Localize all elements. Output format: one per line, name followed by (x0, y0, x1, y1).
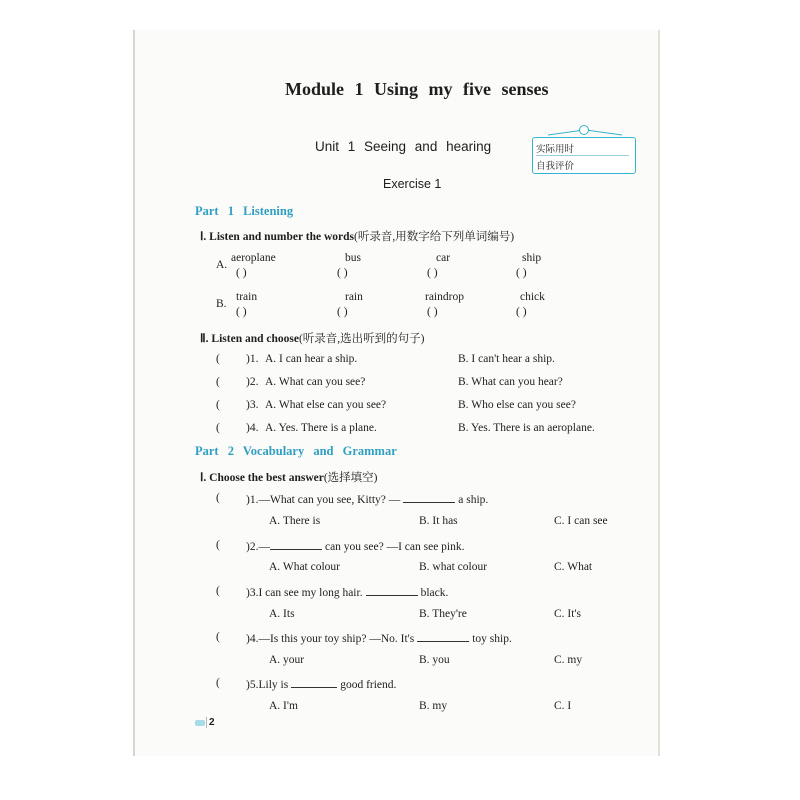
listen-item-2-open[interactable]: ( (216, 376, 220, 388)
listen-item-1-num: )1. (246, 353, 259, 365)
grammar-q1-stem (246, 492, 488, 506)
q5-num: )5. (246, 679, 259, 691)
q4-option-b: B. you (419, 654, 450, 666)
listen-item-1-option-a: A. I can hear a ship. (265, 353, 358, 365)
part1-title: Part 1 Listening (195, 204, 294, 218)
part2-title: Part 2 Vocabulary and Grammar (195, 444, 397, 458)
q2-answer-blank[interactable] (270, 539, 322, 550)
listen-item-4-num: )4. (246, 422, 259, 434)
q3-option-c: C. It's (554, 608, 581, 620)
section-instruction-cn: (听录音,选出听到的句子) (298, 333, 425, 345)
row-b-label: B. (216, 298, 227, 310)
q2-option-a: A. What colour (269, 561, 341, 573)
page-number-divider (206, 717, 207, 728)
unit-title: Unit 1 Seeing and hearing (315, 139, 492, 154)
q5-answer-blank[interactable] (291, 677, 337, 688)
exercise-title: Exercise 1 (383, 177, 442, 191)
answer-blank-a2[interactable]: ( ) (337, 267, 348, 279)
section-numeral: Ⅰ (200, 231, 204, 243)
q5-pre: Lily is (258, 679, 289, 691)
grammar-q5-open[interactable]: ( (216, 677, 220, 689)
q3-pre: I can see my long hair. (258, 587, 363, 599)
section-instruction: . Listen and choose (205, 333, 299, 345)
word-b2: rain (345, 291, 363, 303)
answer-blank-b1[interactable]: ( ) (236, 306, 247, 318)
q4-pre: —Is this your toy ship? —No. It's (258, 633, 415, 645)
word-a3: car (436, 252, 451, 264)
q2-pre: — (258, 541, 270, 553)
listen-item-2-option-b: B. What can you hear? (458, 376, 563, 388)
q3-post: black. (420, 587, 449, 599)
q1-post: a ship. (458, 494, 489, 506)
q5-post: good friend. (340, 679, 397, 691)
grammar-q3-open[interactable]: ( (216, 585, 220, 597)
word-b1: train (236, 291, 258, 303)
q3-num: )3. (246, 587, 259, 599)
listen-item-2-num: )2. (246, 376, 259, 388)
answer-blank-a3[interactable]: ( ) (427, 267, 438, 279)
q5-option-c: C. I (554, 700, 572, 712)
part1-section1-heading (200, 228, 514, 244)
listen-item-4-option-a: A. Yes. There is a plane. (265, 422, 377, 434)
listen-item-4-open[interactable]: ( (216, 422, 220, 434)
q2-num: )2. (246, 541, 259, 553)
q1-answer-blank[interactable] (403, 492, 455, 503)
page-number: 2 (209, 717, 215, 728)
hanger-pin-icon (579, 125, 589, 135)
grammar-q2-open[interactable]: ( (216, 539, 220, 551)
word-a4: ship (522, 252, 542, 264)
section-instruction-cn: (听录音,用数字给下列单词编号) (354, 231, 515, 243)
section-numeral: Ⅰ (200, 472, 204, 484)
q4-option-c: C. my (554, 654, 583, 666)
q4-answer-blank[interactable] (417, 631, 469, 642)
q1-option-a: A. There is (269, 515, 321, 527)
section-instruction: . Listen and number the words (203, 231, 354, 243)
q2-option-c: C. What (554, 561, 593, 573)
self-evaluation-label: 自我评价 (536, 161, 575, 172)
grammar-q4-open[interactable]: ( (216, 631, 220, 643)
grammar-q5-stem (246, 677, 396, 691)
word-b3: raindrop (425, 291, 464, 303)
section-instruction: . Choose the best answer (203, 472, 324, 484)
q1-option-b: B. It has (419, 515, 458, 527)
part1-section2-heading (200, 330, 425, 346)
q4-num: )4. (246, 633, 259, 645)
q3-option-b: B. They're (419, 608, 467, 620)
q3-answer-blank[interactable] (366, 585, 418, 596)
q1-num: )1. (246, 494, 259, 506)
q2-option-b: B. what colour (419, 561, 488, 573)
q3-option-a: A. Its (269, 608, 295, 620)
grammar-q1-open[interactable]: ( (216, 492, 220, 504)
word-b4: chick (520, 291, 545, 303)
actual-time-label: 实际用时 (536, 144, 575, 155)
q1-pre: —What can you see, Kitty? — (258, 494, 401, 506)
q1-option-c: C. I can see (554, 515, 608, 527)
answer-blank-b4[interactable]: ( ) (516, 306, 527, 318)
listen-item-3-num: )3. (246, 399, 259, 411)
q2-post: can you see? —I can see pink. (324, 541, 465, 553)
grammar-q3-stem (246, 585, 448, 599)
listen-item-3-option-b: B. Who else can you see? (458, 399, 576, 411)
timer-box-divider (536, 155, 629, 156)
listen-item-1-option-b: B. I can't hear a ship. (458, 353, 555, 365)
listen-item-4-option-b: B. Yes. There is an aeroplane. (458, 422, 595, 434)
listen-item-3-option-a: A. What else can you see? (265, 399, 387, 411)
module-title: Module 1 Using my five senses (285, 79, 549, 99)
q5-option-a: A. I'm (269, 700, 298, 712)
timer-box (532, 137, 636, 174)
grammar-q4-stem (246, 631, 512, 645)
section-instruction-cn: (选择填空) (323, 472, 378, 484)
q5-option-b: B. my (419, 700, 448, 712)
q4-option-a: A. your (269, 654, 305, 666)
answer-blank-a1[interactable]: ( ) (236, 267, 247, 279)
page-number-tab (195, 720, 205, 726)
row-a-label: A. (216, 259, 228, 271)
section-numeral: Ⅱ (200, 333, 206, 345)
listen-item-2-option-a: A. What can you see? (265, 376, 366, 388)
listen-item-1-open[interactable]: ( (216, 353, 220, 365)
grammar-q2-stem (246, 539, 465, 553)
answer-blank-a4[interactable]: ( ) (516, 267, 527, 279)
word-a2: bus (345, 252, 361, 264)
word-a1: aeroplane (231, 252, 276, 264)
q4-post: toy ship. (472, 633, 512, 645)
part2-section1-heading (200, 469, 378, 485)
answer-blank-b3[interactable]: ( ) (427, 306, 438, 318)
listen-item-3-open[interactable]: ( (216, 399, 220, 411)
answer-blank-b2[interactable]: ( ) (337, 306, 348, 318)
